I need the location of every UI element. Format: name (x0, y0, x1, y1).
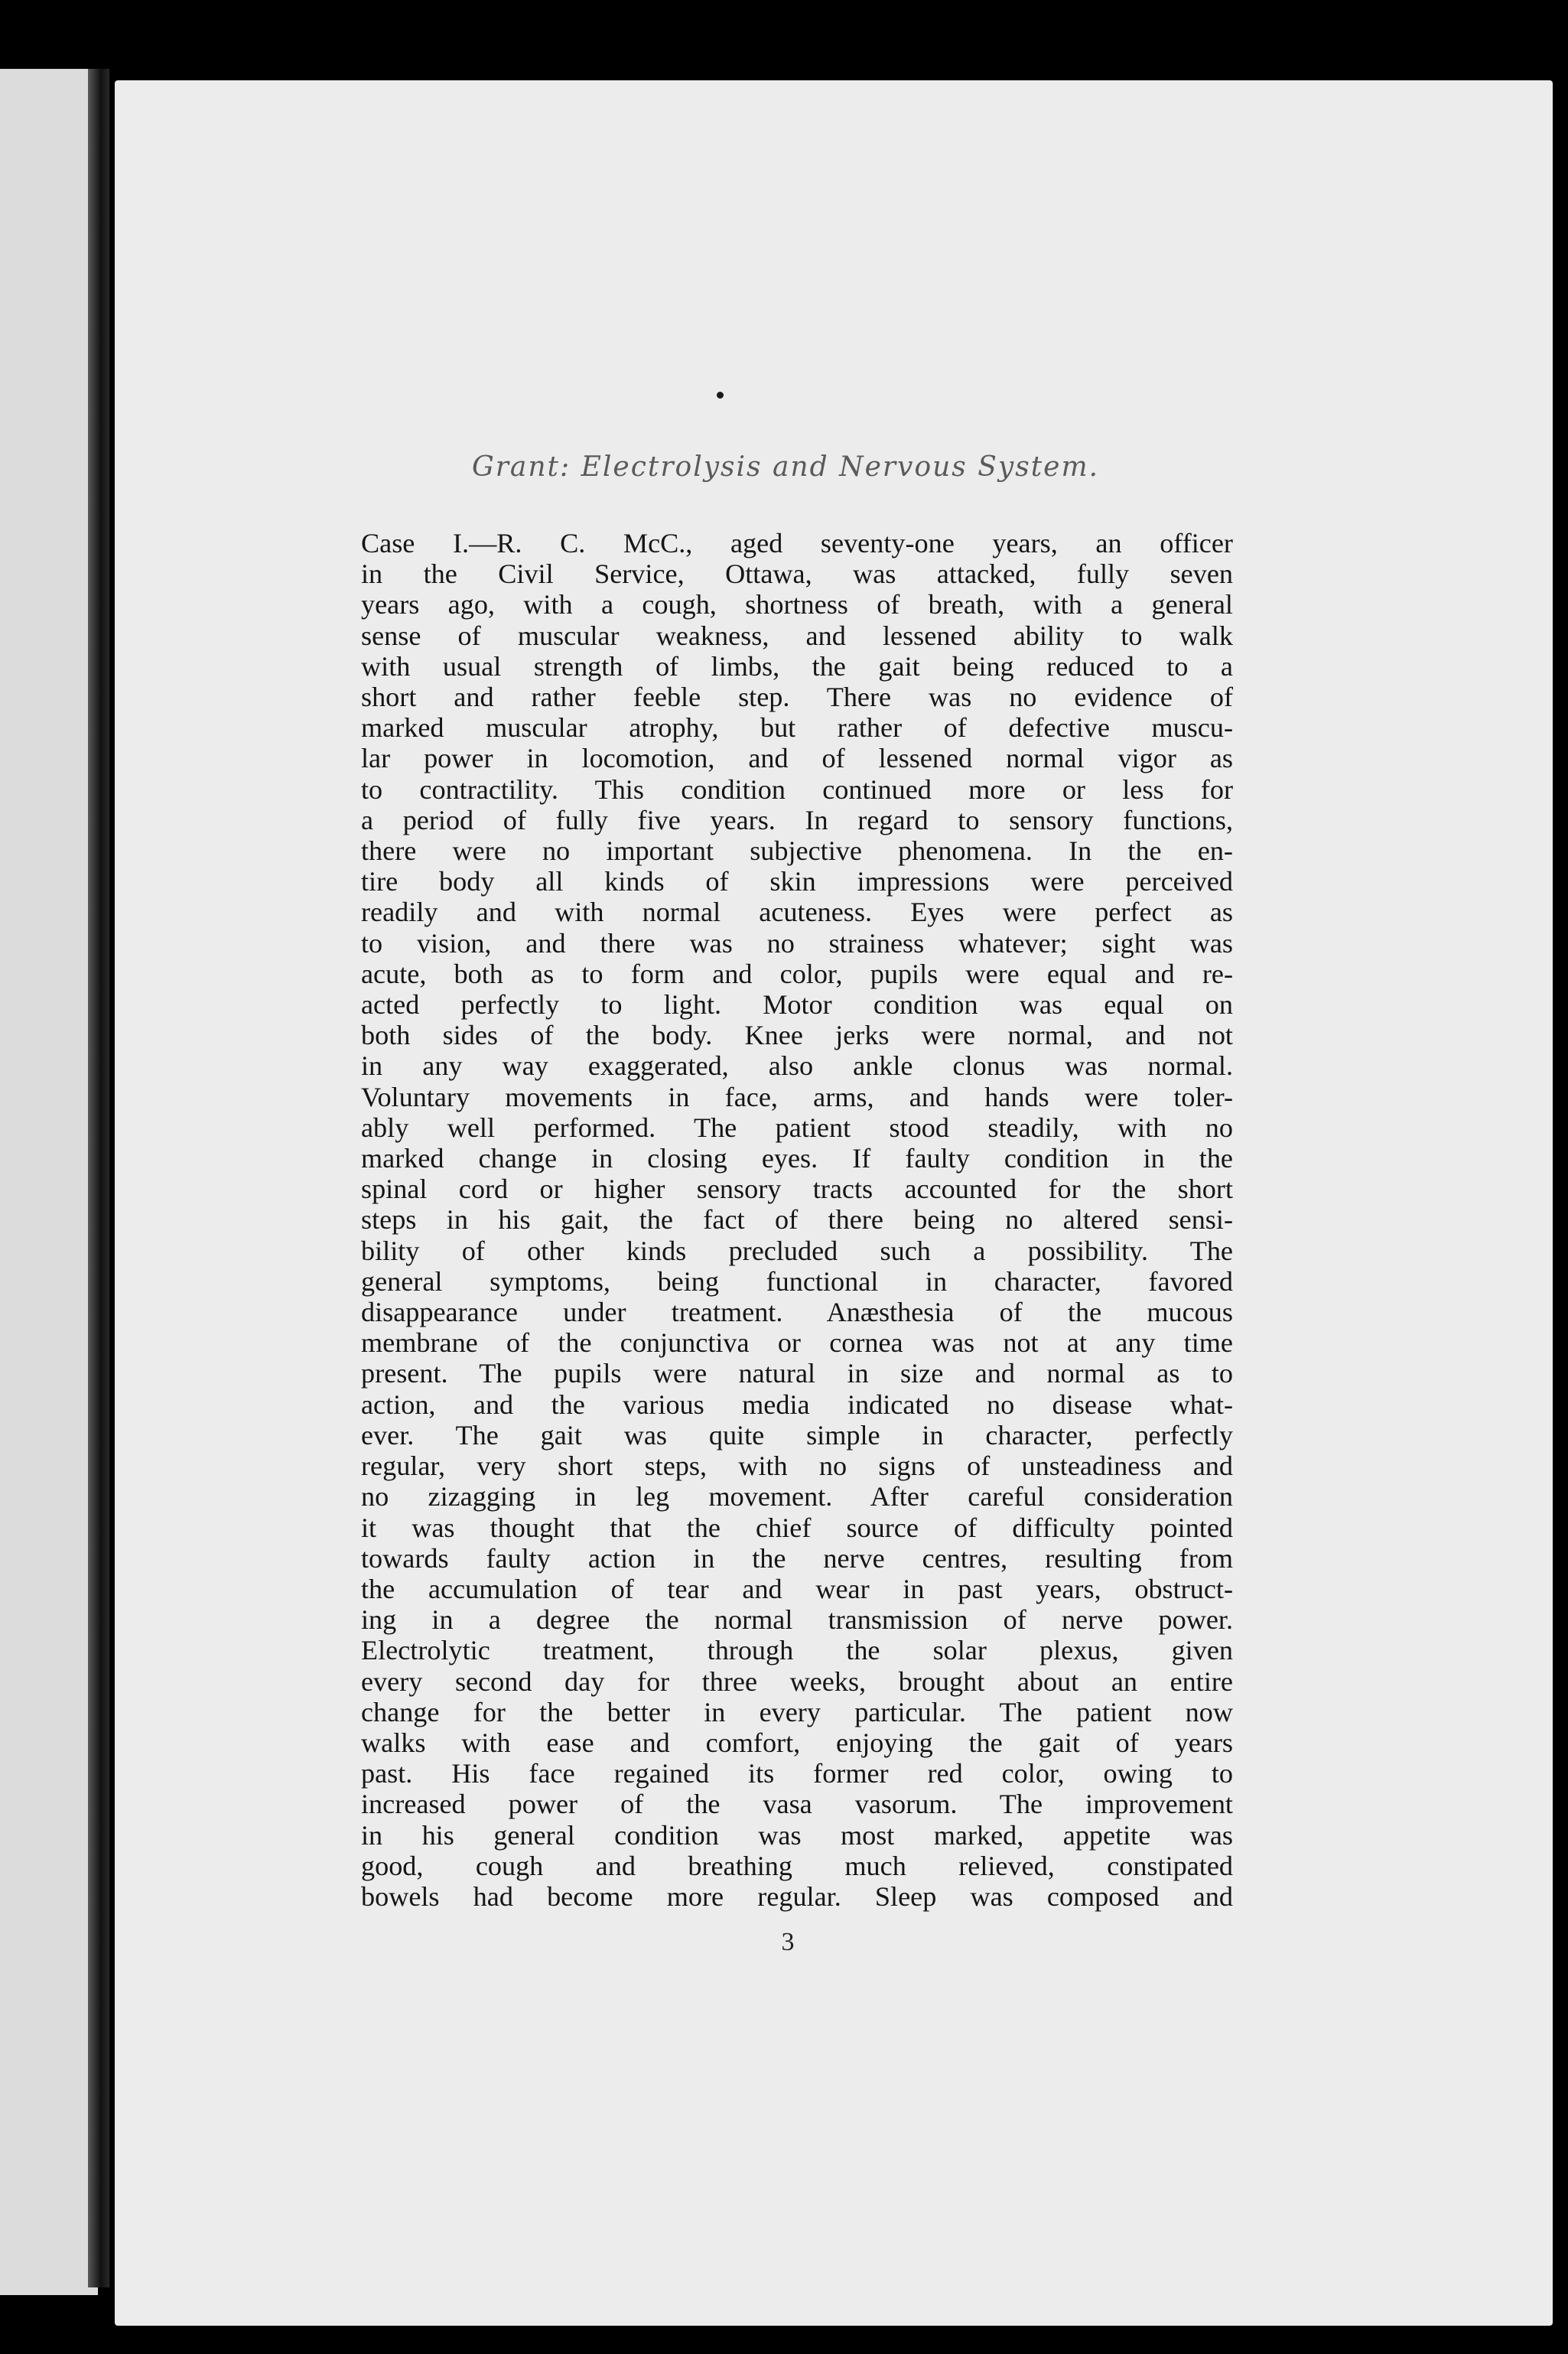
body-line: in any way exaggerated, also ankle clonus was normal. (361, 1050, 1233, 1082)
body-line: in the Civil Service, Ottawa, was attacked, fully seven (361, 558, 1233, 590)
body-line: tire body all kinds of skin impressions were perceived (361, 866, 1233, 897)
body-line: good, cough and breathing much relieved, constipated (361, 1850, 1233, 1881)
body-line: it was thought that the chief source of difficulty pointed (361, 1512, 1233, 1543)
body-line: sense of muscular weakness, and lessened ability to walk (361, 620, 1233, 651)
body-line: short and rather feeble step. There was no evidence of (361, 682, 1233, 713)
body-line: action, and the various media indicated no disease what- (361, 1389, 1233, 1420)
ink-speck (717, 392, 724, 399)
body-line: a period of fully five years. In regard to sensory functions, (361, 804, 1233, 835)
body-line: change for the better in every particular. The patient now (361, 1696, 1233, 1727)
body-line: marked muscular atrophy, but rather of defective muscu- (361, 712, 1233, 744)
body-line: acute, both as to form and color, pupils were equal and re- (361, 958, 1233, 989)
body-line: disappearance under treatment. Anæsthesia of the mucous (361, 1297, 1233, 1328)
body-line: both sides of the body. Knee jerks were normal, and not (361, 1020, 1233, 1051)
body-line: years ago, with a cough, shortness of breath, with a general (361, 589, 1233, 620)
body-line: ever. The gait was quite simple in character, perfectly (361, 1419, 1233, 1450)
body-line: ably well performed. The patient stood steadily, with no (361, 1112, 1233, 1143)
body-line: to vision, and there was no strainess whatever; sight was (361, 927, 1233, 959)
body-line: readily and with normal acuteness. Eyes were perfect as (361, 897, 1233, 928)
body-line: general symptoms, being functional in character, favored (361, 1265, 1233, 1297)
body-line: to contractility. This condition continued more or less for (361, 773, 1233, 805)
body-line: Case I.—R. C. McC., aged seventy-one years, an officer (361, 528, 1233, 558)
body-line: every second day for three weeks, brought about an entire (361, 1665, 1233, 1697)
body-line: the accumulation of tear and wear in past years, obstruct- (361, 1573, 1233, 1604)
running-head: Grant: Electrolysis and Nervous System. (471, 451, 1100, 483)
book-gutter (88, 69, 109, 2287)
body-line: walks with ease and comfort, enjoying the gait of years (361, 1727, 1233, 1758)
body-line: marked change in closing eyes. If faulty condition in the (361, 1143, 1233, 1174)
body-line: bility of other kinds precluded such a possibility. The (361, 1235, 1233, 1266)
facing-page-edge (0, 69, 98, 2295)
body-line: membrane of the conjunctiva or cornea was not at any time (361, 1327, 1233, 1359)
body-line: spinal cord or higher sensory tracts accounted for the short (361, 1174, 1233, 1205)
body-line: towards faulty action in the nerve centres, resulting from (361, 1542, 1233, 1574)
body-line: bowels had become more regular. Sleep was composed and (361, 1880, 1233, 1912)
body-line: in his general condition was most marked, appetite was (361, 1819, 1233, 1851)
body-paragraph (361, 528, 1233, 1912)
body-line: increased power of the vasa vasorum. The improvement (361, 1789, 1233, 1820)
body-line: steps in his gait, the fact of there being no altered sensi- (361, 1204, 1233, 1236)
body-line: regular, very short steps, with no signs of unsteadiness and (361, 1450, 1233, 1482)
body-line: Voluntary movements in face, arms, and hands were toler- (361, 1081, 1233, 1112)
page-number: 3 (781, 1928, 795, 1956)
body-line: ing in a degree the normal transmission of nerve power. (361, 1604, 1233, 1636)
body-line: lar power in locomotion, and of lessened normal vigor as (361, 743, 1233, 774)
body-line: with usual strength of limbs, the gait being reduced to a (361, 650, 1233, 682)
body-line: no zizagging in leg movement. After careful consideration (361, 1481, 1233, 1512)
body-line: acted perfectly to light. Motor condition was equal on (361, 989, 1233, 1021)
body-line: present. The pupils were natural in size and normal as to (361, 1358, 1233, 1389)
body-line: there were no important subjective phenomena. In the en- (361, 835, 1233, 867)
body-line: past. His face regained its former red color, owing to (361, 1758, 1233, 1789)
body-line: Electrolytic treatment, through the solar plexus, given (361, 1635, 1233, 1666)
